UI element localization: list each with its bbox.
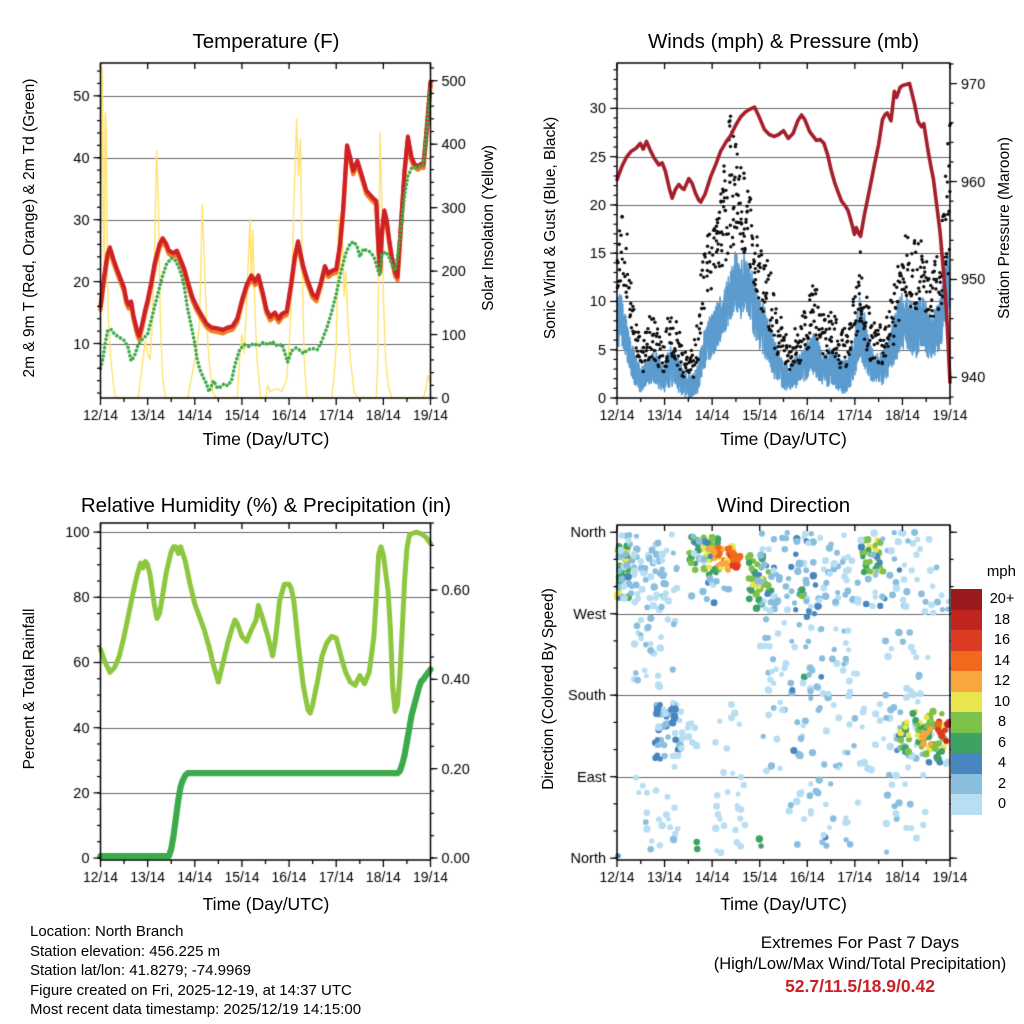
footer-timestamp: Most recent data timestamp: 2025/12/19 14:15:00 — [30, 1001, 362, 1019]
xlabel-humidity: Time (Day/UTC) — [202, 894, 330, 914]
legend-label-18: 18 — [993, 611, 1011, 628]
footer-elevation: Station elevation: 456.225 m — [30, 942, 221, 960]
ylabel-winds-right: Station Pressure (Maroon) — [996, 137, 1013, 319]
legend-label-14: 14 — [993, 652, 1011, 669]
panel-title-humidity: Relative Humidity (%) & Precipitation (in) — [80, 494, 452, 517]
extremes-values: 52.7/11.5/18.9/0.42 — [785, 976, 935, 996]
extremes-title: Extremes For Past 7 Days — [760, 933, 960, 952]
panel-title-winds: Winds (mph) & Pressure (mb) — [647, 30, 920, 53]
legend-label-8: 8 — [997, 714, 1007, 730]
footer-location: Location: North Branch — [30, 923, 184, 940]
legend-label-16: 16 — [993, 632, 1011, 648]
legend-label-2: 2 — [997, 775, 1007, 792]
legend-label-0: 0 — [997, 796, 1007, 812]
xlabel-temperature: Time (Day/UTC) — [202, 429, 330, 449]
legend-label-4: 4 — [997, 755, 1007, 771]
ylabel-temperature-right: Solar Insolation (Yellow) — [480, 145, 497, 311]
ylabel-winds-left: Sonic Wind & Gust (Blue, Black) — [542, 116, 559, 340]
legend-label-10: 10 — [993, 693, 1011, 710]
legend-label-20+: 20+ — [989, 591, 1015, 607]
legend-label-12: 12 — [993, 673, 1011, 689]
footer-latlon: Station lat/lon: 41.8279; -74.9969 — [30, 962, 252, 980]
legend-label-6: 6 — [997, 734, 1007, 751]
ylabel-wind-direction-left: Direction (Colored By Speed) — [540, 588, 557, 790]
legend-title: mph — [986, 563, 1016, 580]
extremes-subtitle: (High/Low/Max Wind/Total Precipitation) — [713, 954, 1007, 973]
ylabel-temperature-left: 2m & 9m T (Red, Orange) & 2m Td (Green) — [21, 78, 38, 378]
ylabel-humidity-left: Percent & Total Rainfall — [21, 608, 38, 770]
panel-title-temperature: Temperature (F) — [192, 30, 340, 53]
footer-created: Figure created on Fri, 2025-12-19, at 14:37 UTC — [30, 981, 352, 999]
panel-title-wind-direction: Wind Direction — [716, 494, 851, 517]
xlabel-wind-direction: Time (Day/UTC) — [720, 894, 847, 914]
xlabel-winds: Time (Day/UTC) — [720, 429, 847, 449]
